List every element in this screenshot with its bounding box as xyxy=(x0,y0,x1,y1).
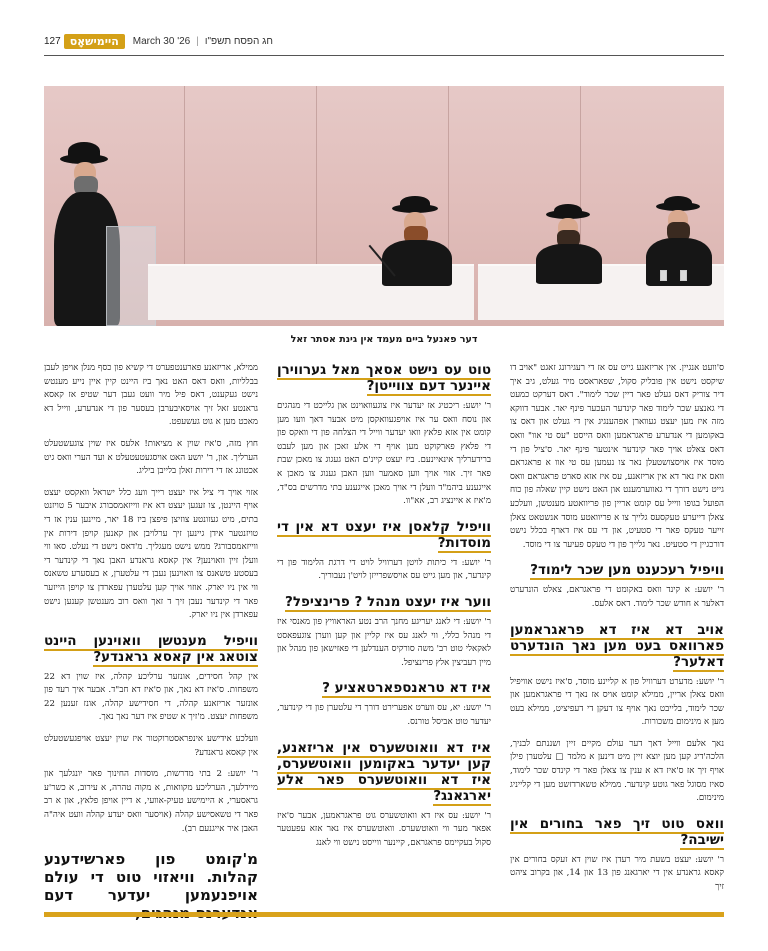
paragraph: ר' יושע: די לאנג יעריגע מחנך הרב נטע האראוויץ פון מאנסי איז די מנהל כללי, ווי לאנג עס איז קליין און קען ווערן צוגעפאסט לאקאלי טוט רב' משה סורקיס הענדלען די פאזישאן פון מנהל און מיין רעביצין אלץ פרינציפל. xyxy=(277,616,491,668)
header-separator: | xyxy=(196,35,199,47)
paragraph: ר' יושע: עס איז דא וואוטשערס גוט פראגראמען, אבער ס'איז אפאר מער ווי וואוטשערס. וואוטשערס איז נאר אזא עפעטער סקול בעקיימס פראגראם, קיינער ווייסט נישט ווי לאנג xyxy=(277,810,491,848)
seated-panelist xyxy=(524,204,614,284)
paragraph: ממילא, אריזאנע פארענטפערט די קשיא פון כסף מנלן אויפן לעבן בבלליות, וואס דאס האט נאך ביז היינט קיין איין נייע מענטש נישט געקענט, דאס פיל מיר וועט געבן דער שטיפ אז קאסא גראנטע זאל זיך אויסאיבערבן בעסער פון די אנדערע, ווייל דא מאכט מען א גוט געשעפט. xyxy=(44,363,258,428)
paragraph: נאך אלעם ווייל דאך דער עולם מקיים זיין ושננתם לבניך, הלכה'דיג קען מען יוצא זיין מיט דינען א מלמד □ עלטערן פילן אויף זיך אז ס'איז דא א ענין צו צאלן פאר די קינדס שכר לימוד, סאיז מסוגל פאר גוטע קינדער. ממילא טשארדזשט מען די קלייניג מינימום. xyxy=(510,738,724,804)
panel-photo xyxy=(44,86,724,326)
section-heading: מ'קומט פון פארשידענע קהלות. וויאזוי טוט די עולם אויפנעמען יעדער דעם xyxy=(44,850,258,905)
paragraph: אין קהל חסידים, אונזער ערליכע קהלה, איז שוין דא 22 משפחות. ס'איז דא נאך, און ס'איז דא חב"ד. אבער איך רעד פון אונזער אריזאנע קהלה, די חסידישע קהלה, אונז זענען 22 משפחות יעצט. מ'זיך א שטיפ איז דער נאך נאך. xyxy=(44,671,258,723)
paragraph: ר' יושע: מדערט דערוויל פון א קליינע מוסד, ס'איז נישט אוויפיל וואס צאלן אריין, ממילא קומט אויס אז נאך די פראגראמען און שכר לימוד, בלייבט נאך אויף צו דעקן די דעפיציט, ממילא בעט מען א מינימום משכורות. xyxy=(510,676,724,728)
column-right xyxy=(44,362,258,905)
header-divider xyxy=(44,55,724,56)
paragraph: ר' יושע: א קינד וואס באקומט די פראגראם, צאלט הונדערט דאלער א חודש שכר לימוד. דאס אלעס. xyxy=(510,585,724,609)
column-left xyxy=(510,362,724,902)
article-body xyxy=(44,362,724,905)
section-heading: וויפיל מענטשן וואוינען היינט צוטאג אין קאסא גראנדע? xyxy=(44,632,258,665)
issue-date: March 30 '26 xyxy=(132,35,191,47)
section-heading: איז דא טראנספארטאציע ? xyxy=(322,680,491,697)
section-heading: איז דא וואוטשערס אין אריזאנע, קען יעדער באקומען וואוטשערס, איז דא וואוטשערס פאר אלע יארגאנג? xyxy=(277,739,491,804)
magazine-logo: היימישאָס xyxy=(64,34,125,49)
cup xyxy=(660,270,667,281)
section-heading: וואס טוט זיך פאר בחורים אין ישיבה? xyxy=(510,815,724,848)
seated-panelist xyxy=(634,196,724,286)
section-heading: וויפיל קלאסן איז יעצט דא אין די מוסדות? xyxy=(277,518,491,551)
paragraph: חוץ מזה, ס'איז שוין א מציאות! אלעס איז שוין צוגעשטעלט הערליך. און, ר' יושע האט אויסגעטעטעלט א ועד הערי וואס גיט אכטונג אז די דירות זאלן בלייבן ביליג. xyxy=(44,438,258,477)
column-middle xyxy=(277,362,491,902)
wall-seam xyxy=(184,86,185,286)
footer-accent-bar xyxy=(44,912,724,917)
cup xyxy=(680,270,687,281)
paragraph: אזוי אויך די ציל איז יעצט רייך וועג כלל ישראל וואקסט יעצט אויף היינטן, צו זעגען יעצט דא איז ווייזאמסבורג איבער 5 טויזנט בתים, מיט געזונטע צוזיצן פיפצן ביז 18 יאר, מיינען ענין אז די טויזנטער אידן גיינען זיך ערלויבן און קאנען קויפן דירות אין ווייזאמסבורג? ממש נישט מעגליך. מ'דאס נישט די נעלט. סאו ווי וועלן זיין וואוינען? אין קאסא גראנדע האבן נאך די קינדער די בעסטע טשאנס צו וואוינען נעבן די עלטערן, א בעסערע טשאנס ווי אין ניו יארק. אוזוי אויך קען עלטערן עפארדן צו קויפן הייזער פאר די קינדער נעבן זיך ד זאך וואס רוב מענטשן קענען נישט עפארדן אין ניו יארק. xyxy=(44,487,258,621)
paragraph: ר' יושע: די כיתות לויטן דערוויל לויט די דרגת הלימוד פון די קינדער, און מען גייט עס אויסשפרייזן לויט'ן נעבוריך. xyxy=(277,557,491,582)
wall-seam xyxy=(316,86,317,286)
paragraph: ר' יושע: יעצט בשעת מיר רעדן איז שוין דא זעקס בחורים אין קאסא גראנדע אין די יארגאנג פון 13 און 14, און בקרוב ציהט זיך xyxy=(510,854,724,893)
seated-speaker xyxy=(364,196,464,286)
paragraph: ר' יושע: ריכטיג אז יעדער איז צוגעוואוינט און גלייכט די מנהגים און נוסח וואס ער איז אויפגעוואקסן מיט אבער דאך וועו מען קומט אין אזא פלאץ וואו יעדער ווייל די הצלחה פון די וואקס פון די פלאץ פארקוקט מען אויף די אלע זאכן און מען לעבט ברידערליך אינאיינעם. ביז יעצט קיינ'ם האט געגוג צו מאכן שבת פאר זיך. אזוי אויך ווען סאמער ווען האבן גענוג צו מאכן א אייגענע ביהמ"ד וועלן די אויך מאכן אייגענע בתי מדרשים בס"ד, מ'איז א איינציג רב, אא"וו. xyxy=(277,401,491,507)
issue-name: חג הפסח תשפ"ו xyxy=(204,35,273,47)
section-heading: אויב דא איז דא פראגראמען פארוואס בעט מען נאך הונדערט דאלער? xyxy=(510,621,724,670)
paragraph: וועלכע אידישע אינפראסטרוקטור איז שוין יעצט אויפגעשטעלט אין קאסא גראנדע? xyxy=(44,734,258,758)
paragraph: ר' יושע: 2 בתי מדרשות, מוסדות החינוך פאר יונגלעך און מיידלעך, הערליכע מקוואות, א מקוה טהרה, א עירוב, א כשר'ע גראסערי, א היימישע טעיק-אוועי, א דיין אויפן פלאץ, און א רב פאר די טשאסישע קהלה (אויסער וואס יעדע קהלה וועט איה"ה האבן איר אייגנעם רב). xyxy=(44,769,258,834)
page-number: 127 xyxy=(44,35,61,47)
photo-caption: דער פאנעל ביים מעמד אין גינת אסתר זאל xyxy=(290,334,478,345)
section-heading: וויפיל רעכענט מען שכר לימוד? xyxy=(530,562,724,579)
section-heading: ווער איז יעצט מנהל ? פרינציפל? xyxy=(285,593,491,610)
paragraph: ס'וועט אנגיין. אין אריזאנע גייט עס אז די רעגירונג זאגט "אויב דו שיקסט נישט אין פובליק סקול, שפאראסט מיר געלט, גיב איך דיר צוריק דאס געלט פאר דיין שכר לימוד". דאס דערקט כמעט די גאנצע שכר לימוד פאר קינדער העכער פינף יאר. אבער דווקא מזה איז מען יעצט געווארן אפהענגיג אין די געלט און דאס צו באקומען די אנדערע פראגראמען וואס הייסט "עס טי אוו" וואס דאס צאלט אויך פאר קינדער אינטער פינף יאר. ס'ציל פון די מוסד איז אויסצושטעלן נאר צו נעמען עס טי אוו א פראגראם וואס איז נאר דא אין אריזאנע, עס איז אזא סארט פראגראם וואס גייט נישט דורך די גאווערמענט און האט נישט קיין שאלה פון כוח הפועל בגופו ווייל עס קומט אריין פון פריוואטע מענטשן, וועלכע צאלן דייערע טעקסעס גלייך צו א פריוואטע מוסד אנשטאט צאלן זייער טעקס פאר די סטעיט, און די עס איז דארף בכלל נישט דורכגיין די סטעיט. נאר גלייך פון די טעקס פעיער צו די מוסד. xyxy=(510,363,724,550)
page-header xyxy=(44,30,724,52)
section-heading: טוט עס נישט אסאך מאל גערווירן איינער דעם צווייטן? xyxy=(277,362,491,394)
paragraph: ר' יושע: יא, עס ווערט אפערירט דורך די עלטערן פון די קינדער, יעדער טוט אביסל טורנס. xyxy=(277,703,491,727)
